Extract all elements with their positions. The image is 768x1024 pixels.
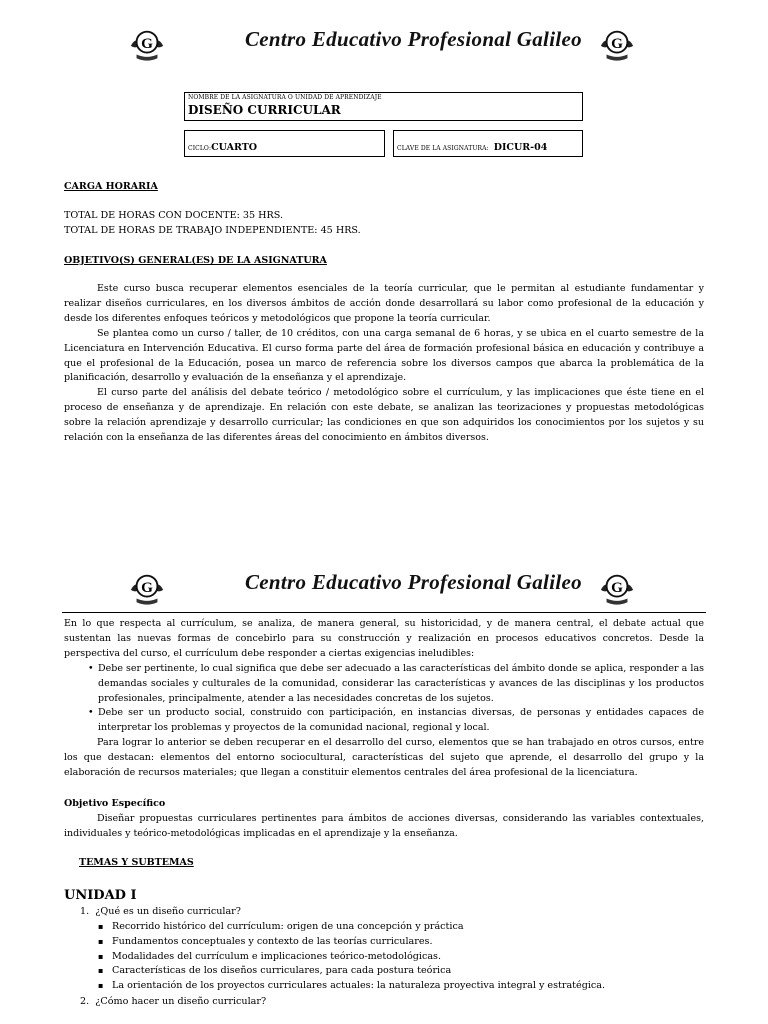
logo (128, 25, 166, 67)
galileo-logo-icon (128, 25, 166, 63)
recover-paragraph: Para lograr lo anterior se deben recuperar en el desarrollo del curso, elementos que se han trabajado en otros cursos, entre los que destacan: elementos del entorno sociocultural, características del sujeto que aprende, el desarrollo del grupo y la elaboración de recursos materiales; que llegan a constituir elementos centrales del área profesional de la licenciatura. (64, 737, 704, 779)
list-item: • Debe ser un producto social, construido con participación, en instancias diversas, de personas y entidades capaces de interpretar los problemas y proyectos de la comunidad nacional, regional y local. (88, 707, 704, 734)
svg-text:G: G (611, 578, 623, 596)
bullet-icon: ▪ (98, 922, 104, 931)
subject-name-label: NOMBRE DE LA ASIGNATURA O UNIDAD DE APRENDIZAJE (188, 94, 382, 101)
svg-text:G: G (141, 578, 153, 596)
requirements-list (64, 662, 704, 737)
svg-text:G: G (141, 34, 153, 52)
objetivos-paragraph-2: Se plantea como un curso / taller, de 10 créditos, con una carga semanal de 6 horas, y se ubica en el cuarto semestre de la Licenciatura en Intervención Educativa. El curso forma parte del área de formación profesional básica en educación y contribuye a que el profesional de la Educación, posea un marco de referencia sobre los diversos campos que abarca la problemática de la planificación, desarrollo y evaluación de la enseñanza y el aprendizaje. (64, 327, 704, 384)
question-1-subtopics (98, 920, 698, 994)
clave-box (393, 130, 583, 157)
bullet-icon: • (88, 707, 94, 719)
galileo-logo-icon (598, 569, 636, 607)
temas-heading: TEMAS Y SUBTEMAS (79, 857, 194, 868)
objetivos-paragraph-3: El curso parte del análisis del debate teórico / metodológico sobre el currículum, y las implicaciones que éste tiene en el proceso de enseñanza y de aprendizaje. En relación con este debate, se analizan las teorizaciones y propuestas metodológicas sobre la relación aprendizaje y desarrollo curricular; las condiciones en que son adquiridos los conocimientos por los sujetos y su relación con la enseñanza de las diferentes áreas del conocimiento en ámbitos diversos. (64, 387, 704, 444)
list-item: • Debe ser pertinente, lo cual significa que debe ser adecuado a las características del ámbito donde se aplica, responder a las demandas sociales y culturales de la comunidad, considerar las características y avances de las disciplinas y los productos profesionales, principalmente, atender a las necesidades concretas de los sujetos. (88, 662, 704, 704)
list-item: ▪ Modalidades del currículum e implicaciones teórico-metodológicas. (112, 950, 698, 965)
subject-name-value: DISEÑO CURRICULAR (188, 103, 341, 117)
ciclo-label: CICLO: (188, 145, 212, 152)
bullet-icon: ▪ (98, 981, 104, 991)
curriculum-paragraph: En lo que respecta al currículum, se analiza, de manera general, su historicidad, y de manera central, el debate actual que sustentan las nuevas formas de concebirlo para su construcción y realización en procesos educativos concretos. Desde la perspectiva del curso, el currículum debe responder a ciertas exigencias ineludibles: (64, 618, 704, 659)
list-item: ▪ La orientación de los proyectos curriculares actuales: la naturaleza proyectiva integral y estratégica. (112, 979, 698, 994)
especifico-text: Diseñar propuestas curriculares pertinentes para ámbitos de acciones diversas, considerando las variables contextuales, individuales y teórico-metodológicas implicadas en el aprendizaje y la enseñanza. (64, 813, 704, 839)
page2-body (64, 617, 704, 781)
school-name: Centro Educativo Profesional Galileo (245, 27, 582, 51)
objetivos-paragraph-1: Este curso busca recuperar elementos esenciales de la teoría curricular, que le permitan al estudiante fundamentar y realizar diseños curriculares, en los diversos ámbitos de acción donde desarrollará su labor como profesional de la educación y desde los diferentes enfoques teóricos y metodológicos que propone la teoría curricular. (64, 283, 704, 324)
especifico-body (64, 812, 704, 842)
galileo-logo-icon (598, 25, 636, 63)
question-2: 2. ¿Cómo hacer un diseño curricular? (80, 996, 267, 1007)
objetivos-heading: OBJETIVO(S) GENERAL(ES) DE LA ASIGNATURA (64, 255, 327, 266)
question-1: 1. ¿Qué es un diseño curricular? (80, 906, 241, 917)
bullet-icon: ▪ (98, 951, 104, 961)
school-name: Centro Educativo Profesional Galileo (245, 570, 582, 594)
clave-label: CLAVE DE LA ASIGNATURA: (397, 145, 489, 152)
list-item: ▪ Recorrido histórico del currículum: origen de una concepción y práctica (112, 920, 698, 935)
bullet-icon: ▪ (98, 936, 104, 946)
especifico-heading: Objetivo Específico (64, 798, 166, 809)
galileo-logo-icon (128, 569, 166, 607)
logo (128, 569, 166, 611)
header-divider (62, 612, 706, 613)
carga-heading: CARGA HORARIA (64, 181, 158, 192)
list-item: ▪ Características de los diseños curriculares, para cada postura teórica (112, 964, 698, 979)
svg-text:G: G (611, 34, 623, 52)
bullet-icon: • (88, 662, 94, 674)
carga-line-1: TOTAL DE HORAS CON DOCENTE: 35 HRS. (64, 210, 283, 221)
list-item: ▪ Fundamentos conceptuales y contexto de las teorías curriculares. (112, 935, 698, 950)
logo (598, 25, 636, 67)
bullet-icon: ▪ (98, 966, 104, 976)
ciclo-value: CUARTO (211, 142, 258, 153)
ciclo-box (184, 130, 385, 157)
objetivos-body (64, 282, 704, 446)
unidad-heading: UNIDAD I (64, 888, 137, 903)
subject-name-box (184, 92, 583, 121)
logo (598, 569, 636, 611)
carga-line-2: TOTAL DE HORAS DE TRABAJO INDEPENDIENTE: 45 HRS. (64, 225, 361, 236)
clave-value: DICUR-04 (493, 142, 548, 153)
